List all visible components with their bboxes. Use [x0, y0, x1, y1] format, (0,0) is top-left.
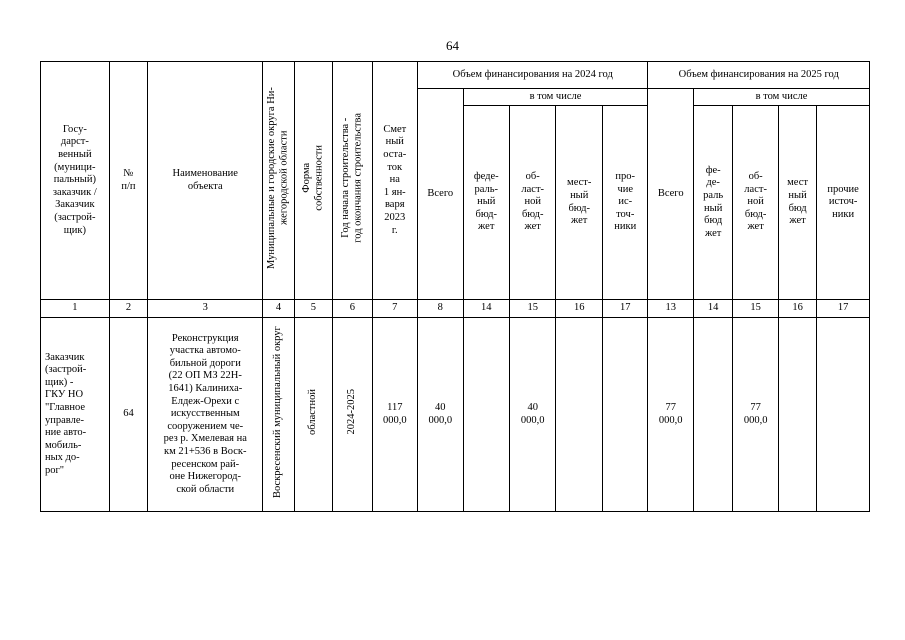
header-local-2024: мест- ный бюд- жет: [556, 106, 602, 300]
row-ownership-cell: [294, 318, 332, 512]
header-including-2025: в том числе: [693, 89, 869, 106]
column-number: 15: [509, 300, 555, 318]
row-number: 64: [109, 318, 147, 512]
column-number: 17: [602, 300, 648, 318]
column-number: 3: [148, 300, 263, 318]
header-regional-2025: об- ласт- ной бюд- жет: [733, 106, 778, 300]
row-federal-2025: [693, 318, 732, 512]
row-local-2024: [556, 318, 602, 512]
header-total-2024: Всего: [418, 89, 463, 300]
column-number: 7: [372, 300, 417, 318]
header-federal-2024: феде- раль- ный бюд- жет: [463, 106, 509, 300]
column-number: 8: [418, 300, 463, 318]
header-number: № п/п: [109, 62, 147, 300]
column-number: 2: [109, 300, 147, 318]
header-total-2025: Всего: [648, 89, 693, 300]
row-regional-2024: 40 000,0: [509, 318, 555, 512]
header-object-name: Наименование объекта: [148, 62, 263, 300]
header-estimate-balance: Смет ный оста- ток на 1 ян- варя 2023 г.: [372, 62, 417, 300]
header-other-2025: прочие источ- ники: [817, 106, 870, 300]
header-years: Год начала строительства - год окончания строительства: [339, 113, 364, 244]
column-number: 17: [817, 300, 870, 318]
column-number: 14: [693, 300, 732, 318]
header-municipality-cell: [263, 62, 294, 300]
row-years: 2024-2025: [346, 389, 358, 435]
column-number-row: [41, 300, 870, 318]
row-total-2024: 40 000,0: [418, 318, 463, 512]
header-federal-2025: фе- де- раль ный бюд жет: [693, 106, 732, 300]
header-other-2024: про- чие ис- точ- ники: [602, 106, 648, 300]
header-local-2025: мест ный бюд жет: [778, 106, 816, 300]
header-ownership: Форма собственности: [300, 145, 325, 212]
header-regional-2024: об- ласт- ной бюд- жет: [509, 106, 555, 300]
column-number: 13: [648, 300, 693, 318]
header-funding-2024: Объем финансирования на 2024 год: [418, 62, 648, 89]
header-customer: Госу- дарст- венный (муници- пальный) заказчик / Заказчик (застрой- щик): [41, 62, 110, 300]
column-number: 6: [333, 300, 372, 318]
row-total-2025: 77 000,0: [648, 318, 693, 512]
row-municipality: Воскресенский муниципальный округ: [272, 326, 284, 499]
header-years-cell: [333, 62, 372, 300]
row-other-2024: [602, 318, 648, 512]
column-number: 4: [263, 300, 294, 318]
table-row: [41, 318, 870, 512]
header-ownership-cell: [294, 62, 332, 300]
column-number: 15: [733, 300, 778, 318]
financing-table: [40, 61, 870, 512]
row-ownership: областной: [307, 389, 319, 436]
column-number: 5: [294, 300, 332, 318]
column-number: 16: [778, 300, 816, 318]
header-funding-2025: Объем финансирования на 2025 год: [648, 62, 870, 89]
row-other-2025: [817, 318, 870, 512]
row-municipality-cell: [263, 318, 294, 512]
row-local-2025: [778, 318, 816, 512]
row-regional-2025: 77 000,0: [733, 318, 778, 512]
row-customer: Заказчик (застрой- щик) - ГКУ НО "Главное управле- ние авто- мобиль- ных до- рог": [41, 318, 110, 512]
row-object-name: Реконструкция участка автомо- бильной дороги (22 ОП МЗ 22Н- 1641) Калиниха- Елдеж-Орехи с искусственным сооружением че- рез р. Хмелевая на км 21+536 в Воск- ресенском рай- оне Нижегород- ской области: [148, 318, 263, 512]
row-years-cell: [333, 318, 372, 512]
page-number: 64: [446, 38, 459, 53]
row-federal-2024: [463, 318, 509, 512]
header-including-2024: в том числе: [463, 89, 648, 106]
column-number: 14: [463, 300, 509, 318]
row-estimate-balance: 117 000,0: [372, 318, 417, 512]
column-number: 1: [41, 300, 110, 318]
header-municipality: Муниципальные и городские округа Ни-жегородской области: [265, 87, 290, 270]
column-number: 16: [556, 300, 602, 318]
